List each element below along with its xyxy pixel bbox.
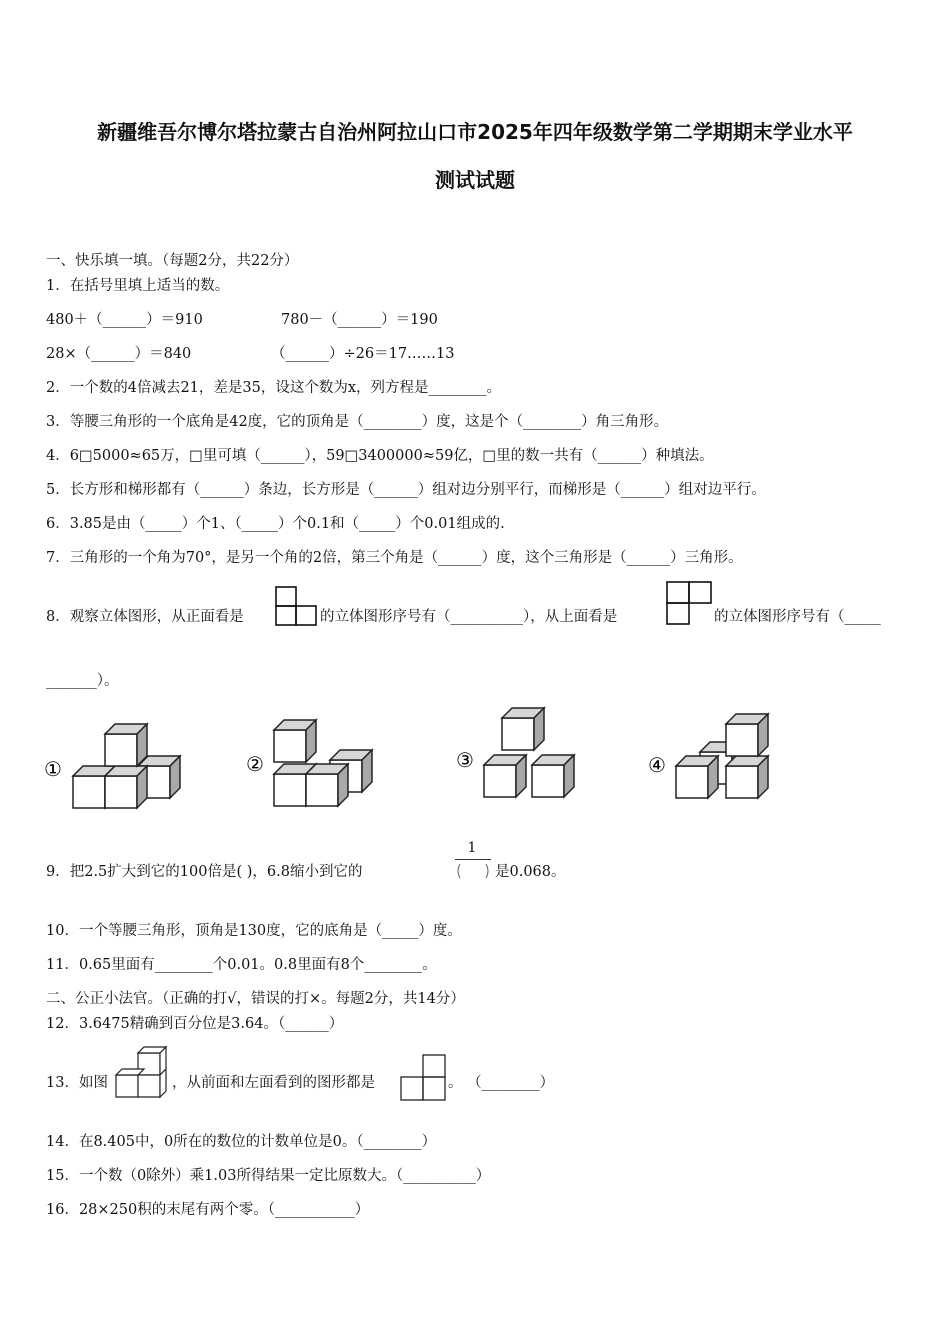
q1-text: 1．在括号里填上适当的数。	[46, 278, 230, 294]
top-view-shape-icon	[664, 580, 714, 628]
figure-label-4: ④	[648, 753, 666, 777]
q13-part3: 。 （________）	[448, 1075, 555, 1091]
q5-text: 5．长方形和梯形都有（______）条边，长方形是（______）组对边分别平行，而梯形是（______）组对边平行。	[46, 482, 766, 498]
q6-text: 6．3.85是由（_____）个1、（_____）个0.1和（_____）个0.01组成的.	[46, 516, 505, 532]
q8-part1: 8．观察立体图形，从正面看是	[46, 609, 244, 625]
q8-part4: _______）。	[46, 673, 119, 689]
q4-text: 4．6□5000≈65万，□里可填（______），59□3400000≈59亿，□里的数一共有（______）种填法。	[46, 448, 714, 464]
figure-label-2: ②	[246, 752, 264, 776]
section2-heading: 二、公正小法官。（正确的打√，错误的打×。每题2分，共14分）	[46, 991, 465, 1007]
q13-part2: ，从前面和左面看到的图形都是	[172, 1075, 375, 1091]
q16-text: 16．28×250积的末尾有两个零。（___________）	[46, 1202, 370, 1218]
q9-part2: 是0.068。	[495, 864, 566, 880]
q7-text: 7．三角形的一个角为70°，是另一个角的2倍，第三个角是（______）度，这个三角形是（______）三角形。	[46, 550, 743, 566]
q9-part1: 9．把2.5扩大到它的100倍是( )，6.8缩小到它的	[46, 864, 363, 880]
q1-c: 28×（______）＝840	[46, 346, 192, 362]
q11-text: 11．0.65里面有________个0.01。0.8里面有8个________。	[46, 957, 437, 973]
section1-heading: 一、快乐填一填。（每题2分，共22分）	[46, 253, 299, 269]
q13-view-shape-icon	[399, 1052, 449, 1104]
q13-cube-figure	[110, 1045, 170, 1105]
front-view-shape-icon	[273, 585, 319, 627]
title-line-1: 新疆维吾尔博尔塔拉蒙古自治州阿拉山口市2025年四年级数学第二学期期末学业水平	[97, 120, 853, 144]
figure-label-1: ①	[44, 757, 62, 781]
q15-text: 15．一个数（0除外）乘1.03所得结果一定比原数大。（__________）	[46, 1168, 491, 1184]
q1-a: 480＋（______）＝910	[46, 312, 203, 328]
q12-text: 12．3.6475精确到百分位是3.64。（______）	[46, 1016, 344, 1032]
q9-fraction-denominator-blank	[455, 862, 491, 880]
title-line-2: 测试试题	[435, 168, 515, 192]
figure-label-3: ③	[456, 748, 474, 772]
q2-text: 2．一个数的4倍减去21，差是35，设这个数为x，列方程是________。	[46, 380, 502, 396]
q10-text: 10．一个等腰三角形，顶角是130度，它的底角是（_____）度。	[46, 923, 462, 939]
q1-b: 780－（______）＝190	[281, 312, 438, 328]
q8-part3: 的立体图形序号有（_____	[714, 609, 881, 625]
q14-text: 14．在8.405中，0所在的数位的计数单位是0。（________）	[46, 1134, 437, 1150]
q8-part2: 的立体图形序号有（__________），从上面看是	[320, 609, 618, 625]
q13-part1: 13．如图	[46, 1075, 108, 1091]
q1-d: （______）÷26＝17……13	[271, 346, 455, 362]
q9-fraction-numerator: 1	[467, 840, 477, 856]
q9-fraction-bar	[455, 859, 491, 860]
cube-figures	[40, 700, 800, 820]
q3-text: 3．等腰三角形的一个底角是42度，它的顶角是（________）度，这是个（________）角三角形。	[46, 414, 669, 430]
